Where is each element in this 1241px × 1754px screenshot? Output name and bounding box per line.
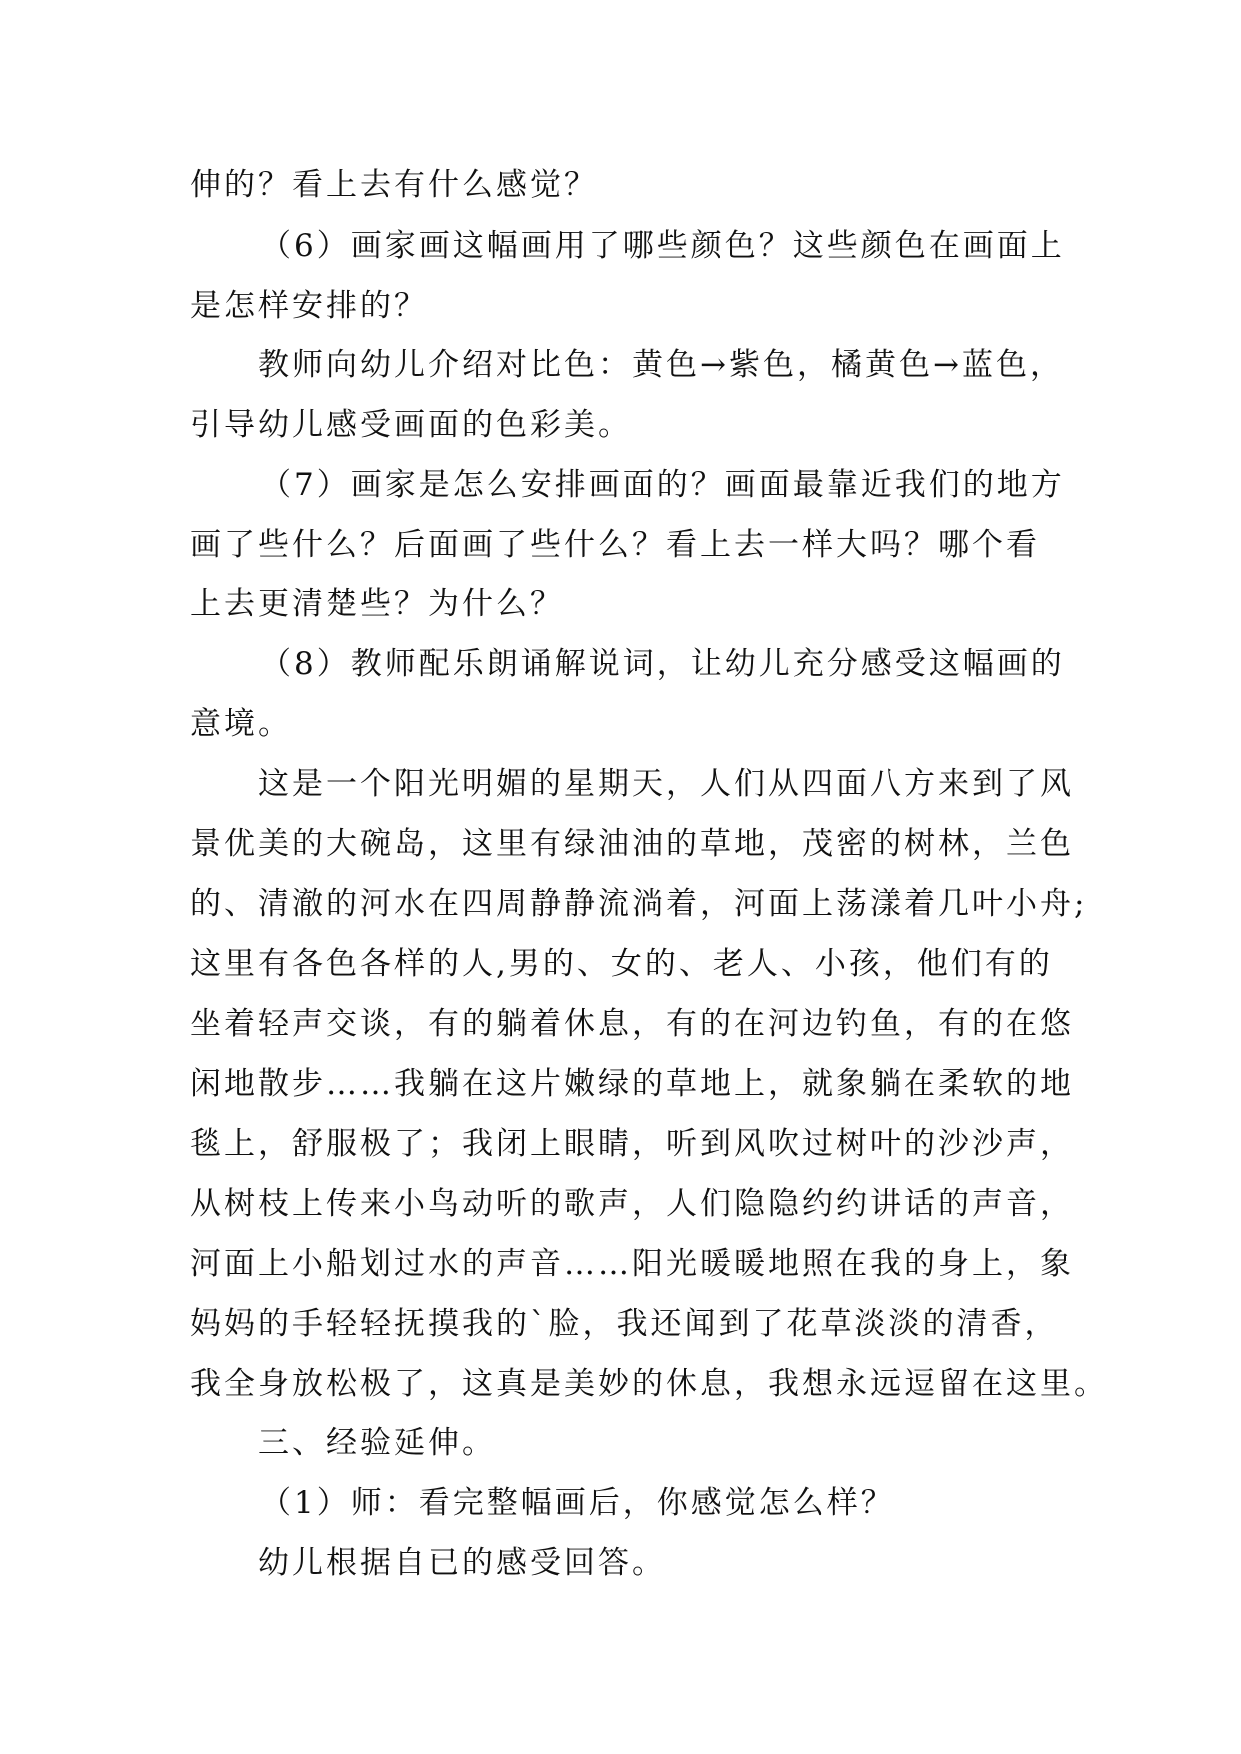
text-line: 从树枝上传来小鸟动听的歌声，人们隐隐约约讲话的声音， bbox=[190, 1186, 1074, 1222]
text-line: 景优美的大碗岛，这里有绿油油的草地，茂密的树林，兰色 bbox=[190, 826, 1074, 862]
text-line: 的、清澈的河水在四周静静流淌着，河面上荡漾着几叶小舟; bbox=[190, 886, 1088, 922]
text-line: 我全身放松极了，这真是美妙的休息，我想永远逗留在这里。 bbox=[190, 1366, 1108, 1402]
text-line: 妈妈的手轻轻抚摸我的`脸，我还闻到了花草淡淡的清香， bbox=[190, 1306, 1059, 1342]
text-line: 幼儿根据自已的感受回答。 bbox=[258, 1545, 666, 1581]
text-line: （6）画家画这幅画用了哪些颜色？这些颜色在画面上 bbox=[260, 228, 1065, 264]
text-line: 上去更清楚些？为什么？ bbox=[190, 586, 564, 622]
text-line: 这里有各色各样的人,男的、女的、老人、小孩，他们有的 bbox=[190, 946, 1053, 982]
text-line: 是怎样安排的？ bbox=[190, 288, 428, 324]
section-heading: 三、经验延伸。 bbox=[258, 1425, 496, 1461]
text-line: 闲地散步……我躺在这片嫩绿的草地上，就象躺在柔软的地 bbox=[190, 1066, 1074, 1102]
text-line: 河面上小船划过水的声音……阳光暖暖地照在我的身上，象 bbox=[190, 1246, 1074, 1282]
text-line: 毯上，舒服极了；我闭上眼睛，听到风吹过树叶的沙沙声， bbox=[190, 1126, 1074, 1162]
text-line: 意境。 bbox=[190, 706, 292, 742]
text-line: 画了些什么？后面画了些什么？看上去一样大吗？哪个看 bbox=[190, 527, 1040, 563]
text-line: 这是一个阳光明媚的星期天，人们从四面八方来到了风 bbox=[258, 766, 1074, 802]
text-line: 坐着轻声交谈，有的躺着休息，有的在河边钓鱼，有的在悠 bbox=[190, 1006, 1074, 1042]
text-line: （7）画家是怎么安排画面的？画面最靠近我们的地方 bbox=[260, 467, 1065, 503]
text-line: 伸的？看上去有什么感觉？ bbox=[190, 167, 598, 203]
text-line: （1）师：看完整幅画后，你感觉怎么样？ bbox=[260, 1485, 895, 1521]
text-line: 引导幼儿感受画面的色彩美。 bbox=[190, 407, 632, 443]
text-line: 教师向幼儿介绍对比色：黄色→紫色，橘黄色→蓝色， bbox=[258, 347, 1064, 383]
text-line: （8）教师配乐朗诵解说词，让幼儿充分感受这幅画的 bbox=[260, 646, 1065, 682]
